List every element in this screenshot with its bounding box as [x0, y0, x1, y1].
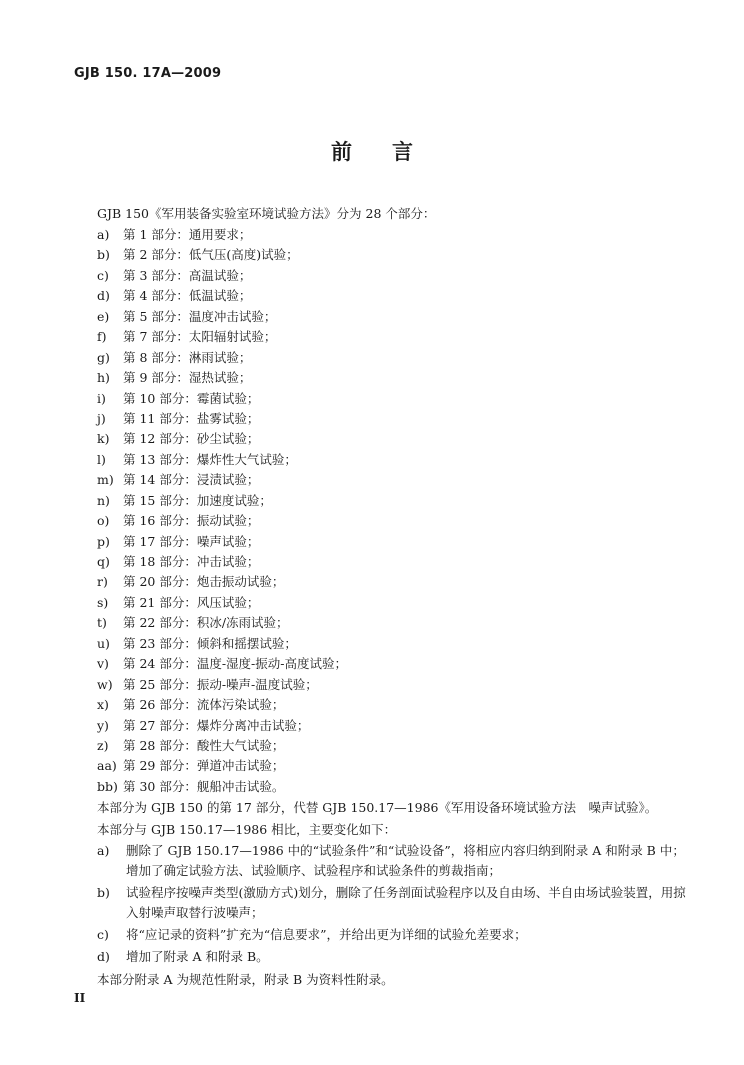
change-item [97, 883, 697, 923]
list-item-marker: m) [97, 472, 114, 488]
list-item-text: 第 17 部分：噪声试验； [122, 533, 260, 549]
list-item [97, 675, 717, 695]
list-item [97, 266, 717, 286]
list-item-marker: h) [97, 370, 110, 386]
list-item [97, 552, 717, 572]
list-item [97, 736, 717, 756]
title-char-2: 言 [392, 139, 413, 164]
list-item-text: 第 21 部分：风压试验； [122, 594, 260, 610]
list-item [97, 613, 717, 633]
change-item [97, 841, 697, 881]
list-item-marker: g) [97, 349, 110, 365]
compare-statement: 本部分与 GJB 150.17—1986 相比，主要变化如下： [97, 822, 397, 837]
list-item-text: 第 2 部分：低气压(高度)试验； [122, 247, 299, 263]
list-item [97, 716, 717, 736]
list-item [97, 225, 717, 245]
list-item [97, 593, 717, 613]
list-item [97, 286, 717, 306]
list-item [97, 409, 717, 429]
list-item-marker: w) [97, 676, 113, 692]
list-item [97, 654, 717, 674]
list-item [97, 756, 717, 776]
intro-paragraph: GJB 150《军用装备实验室环境试验方法》分为 28 个部分： [97, 206, 436, 221]
list-item-marker: u) [97, 635, 110, 651]
list-item-marker: i) [97, 390, 106, 406]
list-item-marker: j) [97, 410, 106, 426]
list-item-text: 第 11 部分：盐雾试验； [122, 410, 260, 426]
list-item-text: 第 8 部分：淋雨试验； [122, 349, 252, 365]
parts-list [97, 225, 717, 797]
list-item-marker: x) [97, 697, 109, 713]
list-item [97, 307, 717, 327]
list-item-text: 第 7 部分：太阳辐射试验； [122, 329, 277, 345]
list-item-text: 第 27 部分：爆炸分离冲击试验； [122, 717, 310, 733]
list-item-marker: v) [97, 656, 109, 672]
list-item-marker: a) [97, 227, 110, 242]
list-item-text: 第 26 部分：流体污染试验； [122, 697, 285, 713]
list-item-marker: l) [97, 451, 106, 467]
page-number: II [74, 991, 86, 1005]
replace-statement: 本部分为 GJB 150 的第 17 部分，代替 GJB 150.17—1986《军用设备环境试验方法 噪声试验》。 [97, 800, 658, 815]
list-item-text: 第 24 部分：温度-湿度-振动-高度试验； [122, 656, 348, 672]
list-item [97, 532, 717, 552]
list-item-marker: d) [97, 288, 110, 304]
list-item [97, 777, 717, 797]
list-item-text: 第 22 部分：积冰/冻雨试验； [122, 615, 289, 631]
list-item-marker: n) [97, 492, 110, 508]
list-item-text: 第 9 部分：湿热试验； [122, 370, 252, 386]
list-item-text: 第 23 部分：倾斜和摇摆试验； [122, 635, 297, 651]
change-item [97, 925, 697, 945]
change-item-marker: c) [97, 927, 109, 942]
list-item-text: 第 18 部分：冲击试验； [122, 554, 260, 569]
change-item [97, 947, 697, 967]
list-item-marker: k) [97, 431, 110, 447]
list-item-marker: t) [97, 615, 107, 631]
change-item-text: 试验程序按噪声类型(激励方式)划分，删除了任务剖面试验程序以及自由场、半自由场试验装置，用掠入射噪声取替行波噪声； [126, 885, 686, 920]
list-item-text: 第 29 部分：弹道冲击试验； [122, 758, 285, 774]
list-item-text: 第 15 部分：加速度试验； [122, 492, 272, 508]
list-item-marker: s) [97, 594, 109, 610]
list-item [97, 389, 717, 409]
list-item-marker: c) [97, 267, 109, 283]
list-item-text: 第 20 部分：炮击振动试验； [122, 574, 285, 590]
list-item-marker: f) [97, 329, 107, 345]
list-item-text: 第 5 部分：温度冲击试验； [122, 308, 277, 324]
list-item-text: 第 1 部分：通用要求； [122, 227, 252, 242]
list-item-marker: p) [97, 533, 110, 549]
list-item [97, 511, 717, 531]
list-item-marker: o) [97, 513, 110, 529]
list-item [97, 429, 717, 449]
list-item-text: 第 28 部分：酸性大气试验； [122, 737, 285, 753]
list-item-text: 第 10 部分：霉菌试验； [122, 390, 260, 406]
list-item [97, 470, 717, 490]
change-item-marker: b) [97, 885, 110, 900]
list-item-text: 第 14 部分：浸渍试验； [122, 472, 260, 488]
changes-section [97, 797, 697, 991]
changes-list [97, 841, 697, 967]
list-item-marker: q) [97, 554, 110, 569]
list-item-marker: b) [97, 247, 110, 263]
list-item-text: 第 3 部分：高温试验； [122, 267, 252, 283]
list-item-marker: z) [97, 737, 109, 753]
list-item-marker: y) [97, 717, 109, 733]
list-item [97, 245, 717, 265]
title-char-1: 前 [331, 139, 352, 164]
list-item [97, 491, 717, 511]
document-code: GJB 150. 17A—2009 [74, 66, 222, 81]
change-item-marker: a) [97, 843, 110, 858]
list-item-marker: r) [97, 574, 108, 590]
change-item-text: 删除了 GJB 150.17—1986 中的“试验条件”和“试验设备”，将相应内容归纳到附录 A 和附录 B 中；增加了确定试验方法、试验顺序、试验程序和试验条件的剪裁指南； [126, 843, 685, 878]
list-item [97, 450, 717, 470]
list-item [97, 572, 717, 592]
list-item-marker: bb) [97, 778, 118, 794]
appendix-statement: 本部分附录 A 为规范性附录，附录 B 为资料性附录。 [97, 972, 394, 987]
list-item [97, 348, 717, 368]
list-item [97, 695, 717, 715]
list-item-text: 第 13 部分：爆炸性大气试验； [122, 451, 297, 467]
list-item [97, 634, 717, 654]
list-item-text: 第 4 部分：低温试验； [122, 288, 252, 304]
list-item-text: 第 30 部分：舰船冲击试验。 [122, 778, 285, 794]
list-item-text: 第 12 部分：砂尘试验； [122, 431, 260, 447]
list-item-text: 第 25 部分：振动-噪声-温度试验； [122, 676, 318, 692]
page-title [0, 136, 744, 166]
change-item-marker: d) [97, 949, 110, 964]
change-item-text: 将“应记录的资料”扩充为“信息要求”，并给出更为详细的试验允差要求； [126, 927, 527, 942]
list-item-marker: aa) [97, 758, 117, 774]
list-item-text: 第 16 部分：振动试验； [122, 513, 260, 529]
list-item [97, 327, 717, 347]
list-item-marker: e) [97, 308, 110, 324]
list-item [97, 368, 717, 388]
change-item-text: 增加了附录 A 和附录 B。 [126, 949, 269, 964]
